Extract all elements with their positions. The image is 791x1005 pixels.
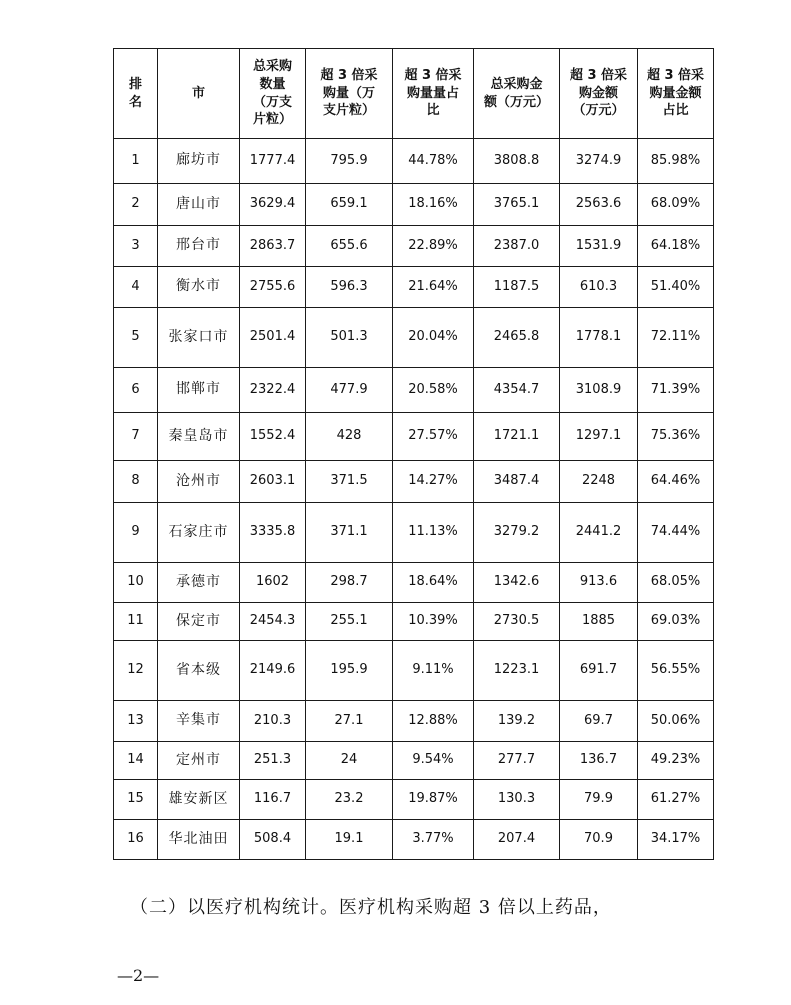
table-row xyxy=(114,308,714,368)
table-cell: 68.05% xyxy=(638,563,714,603)
table-cell: 691.7 xyxy=(560,641,638,701)
table-cell: 1531.9 xyxy=(560,226,638,267)
table-cell: 10 xyxy=(114,563,158,603)
column-header xyxy=(114,49,158,139)
city-cell: 辛集市 xyxy=(158,701,240,742)
city-cell: 石家庄市 xyxy=(158,503,240,563)
table-cell: 2755.6 xyxy=(240,267,306,308)
table-cell: 298.7 xyxy=(306,563,393,603)
table-cell: 130.3 xyxy=(474,780,560,820)
table-cell: 12.88% xyxy=(393,701,474,742)
table-cell: 1885 xyxy=(560,603,638,641)
table-cell: 11 xyxy=(114,603,158,641)
table-cell: 2465.8 xyxy=(474,308,560,368)
table-cell: 116.7 xyxy=(240,780,306,820)
city-cell: 秦皇岛市 xyxy=(158,413,240,461)
table-row xyxy=(114,226,714,267)
table-cell: 16 xyxy=(114,820,158,860)
table-cell: 139.2 xyxy=(474,701,560,742)
table-cell: 13 xyxy=(114,701,158,742)
table-cell: 2248 xyxy=(560,461,638,503)
table-cell: 1777.4 xyxy=(240,139,306,184)
column-header-line: 购量（万 xyxy=(322,85,375,101)
table-cell: 3 xyxy=(114,226,158,267)
table-row xyxy=(114,780,714,820)
table-row xyxy=(114,184,714,226)
city-cell: 华北油田 xyxy=(158,820,240,860)
table-cell: 251.3 xyxy=(240,742,306,780)
column-header xyxy=(393,49,474,139)
table-cell: 659.1 xyxy=(306,184,393,226)
table-cell: 371.5 xyxy=(306,461,393,503)
column-header-line: 购金额 xyxy=(578,85,618,101)
table-cell: 655.6 xyxy=(306,226,393,267)
column-header-line: 超 3 倍采 xyxy=(320,68,378,84)
column-header-line: 名 xyxy=(128,94,142,110)
table-cell: 2730.5 xyxy=(474,603,560,641)
column-header-line: 购量量占 xyxy=(406,85,459,101)
table-row xyxy=(114,603,714,641)
procurement-statistics-table xyxy=(113,48,714,860)
city-cell: 张家口市 xyxy=(158,308,240,368)
table-cell: 51.40% xyxy=(638,267,714,308)
column-header-line: 数量 xyxy=(259,76,286,92)
table-cell: 2454.3 xyxy=(240,603,306,641)
table-cell: 4354.7 xyxy=(474,368,560,413)
city-cell: 唐山市 xyxy=(158,184,240,226)
table-cell: 501.3 xyxy=(306,308,393,368)
table-cell: 477.9 xyxy=(306,368,393,413)
city-cell: 定州市 xyxy=(158,742,240,780)
city-cell: 雄安新区 xyxy=(158,780,240,820)
table-cell: 8 xyxy=(114,461,158,503)
table-cell: 3808.8 xyxy=(474,139,560,184)
page-number: —2— xyxy=(117,966,160,985)
table-row xyxy=(114,641,714,701)
table-cell: 72.11% xyxy=(638,308,714,368)
column-header-line: 占比 xyxy=(662,103,689,119)
table-cell: 74.44% xyxy=(638,503,714,563)
table-cell: 1721.1 xyxy=(474,413,560,461)
table-cell: 596.3 xyxy=(306,267,393,308)
table-cell: 2149.6 xyxy=(240,641,306,701)
table-cell: 27.57% xyxy=(393,413,474,461)
column-header-line: 超 3 倍采 xyxy=(569,68,628,84)
table-cell: 913.6 xyxy=(560,563,638,603)
table-cell: 44.78% xyxy=(393,139,474,184)
table-cell: 3765.1 xyxy=(474,184,560,226)
table-cell: 371.1 xyxy=(306,503,393,563)
column-header-line: 比 xyxy=(426,103,440,119)
table-cell: 2563.6 xyxy=(560,184,638,226)
table-row xyxy=(114,461,714,503)
table-cell: 70.9 xyxy=(560,820,638,860)
column-header xyxy=(638,49,714,139)
table-cell: 1223.1 xyxy=(474,641,560,701)
table-cell: 4 xyxy=(114,267,158,308)
column-header-line: （万元） xyxy=(572,103,625,119)
table-cell: 2501.4 xyxy=(240,308,306,368)
table-cell: 61.27% xyxy=(638,780,714,820)
column-header-line: 片粒） xyxy=(252,112,292,128)
table-cell: 136.7 xyxy=(560,742,638,780)
table-cell: 7 xyxy=(114,413,158,461)
table-cell: 1602 xyxy=(240,563,306,603)
column-header-line: 超 3 倍采 xyxy=(646,68,705,84)
column-header-line: 市 xyxy=(191,85,205,101)
table-cell: 18.64% xyxy=(393,563,474,603)
table-row xyxy=(114,820,714,860)
table-header-row xyxy=(114,49,714,139)
table-cell: 24 xyxy=(306,742,393,780)
table-cell: 2 xyxy=(114,184,158,226)
table-cell: 1342.6 xyxy=(474,563,560,603)
table-cell: 610.3 xyxy=(560,267,638,308)
table-cell: 21.64% xyxy=(393,267,474,308)
table-cell: 255.1 xyxy=(306,603,393,641)
city-cell: 保定市 xyxy=(158,603,240,641)
column-header xyxy=(560,49,638,139)
column-header-line: 支片粒） xyxy=(322,103,375,119)
table-cell: 1778.1 xyxy=(560,308,638,368)
table-cell: 23.2 xyxy=(306,780,393,820)
table-cell: 2387.0 xyxy=(474,226,560,267)
table-cell: 20.04% xyxy=(393,308,474,368)
table-cell: 19.1 xyxy=(306,820,393,860)
column-header-line: （万支 xyxy=(252,94,292,110)
table-cell: 49.23% xyxy=(638,742,714,780)
table-cell: 9.54% xyxy=(393,742,474,780)
table-row xyxy=(114,267,714,308)
table-row xyxy=(114,503,714,563)
table-cell: 5 xyxy=(114,308,158,368)
table-cell: 195.9 xyxy=(306,641,393,701)
table-cell: 79.9 xyxy=(560,780,638,820)
table-cell: 1552.4 xyxy=(240,413,306,461)
table-cell: 428 xyxy=(306,413,393,461)
table-cell: 3487.4 xyxy=(474,461,560,503)
city-cell: 衡水市 xyxy=(158,267,240,308)
table-cell: 277.7 xyxy=(474,742,560,780)
body-paragraph: （二）以医疗机构统计。医疗机构采购超 3 倍以上药品， xyxy=(130,897,612,918)
table-cell: 1297.1 xyxy=(560,413,638,461)
table-row xyxy=(114,742,714,780)
table-cell: 9.11% xyxy=(393,641,474,701)
table-body xyxy=(114,139,714,860)
table-row xyxy=(114,701,714,742)
table-cell: 11.13% xyxy=(393,503,474,563)
table-cell: 64.18% xyxy=(638,226,714,267)
table-cell: 75.36% xyxy=(638,413,714,461)
table-cell: 10.39% xyxy=(393,603,474,641)
table-cell: 85.98% xyxy=(638,139,714,184)
column-header xyxy=(474,49,560,139)
table-cell: 56.55% xyxy=(638,641,714,701)
table-cell: 69.03% xyxy=(638,603,714,641)
table-cell: 14.27% xyxy=(393,461,474,503)
table-row xyxy=(114,563,714,603)
table-cell: 69.7 xyxy=(560,701,638,742)
table-cell: 2441.2 xyxy=(560,503,638,563)
city-cell: 邢台市 xyxy=(158,226,240,267)
table-cell: 19.87% xyxy=(393,780,474,820)
column-header-line: 总采购 xyxy=(252,59,292,75)
table-cell: 50.06% xyxy=(638,701,714,742)
city-cell: 省本级 xyxy=(158,641,240,701)
column-header xyxy=(306,49,393,139)
table-cell: 508.4 xyxy=(240,820,306,860)
column-header-line: 排 xyxy=(128,76,142,92)
table-row xyxy=(114,368,714,413)
column-header-line: 超 3 倍采 xyxy=(404,68,462,84)
table-cell: 1 xyxy=(114,139,158,184)
column-header-line: 总采购金 xyxy=(490,76,543,92)
table-row xyxy=(114,139,714,184)
table-cell: 15 xyxy=(114,780,158,820)
table-cell: 34.17% xyxy=(638,820,714,860)
table-cell: 3629.4 xyxy=(240,184,306,226)
city-cell: 承德市 xyxy=(158,563,240,603)
table-cell: 3.77% xyxy=(393,820,474,860)
column-header xyxy=(158,49,240,139)
table-cell: 68.09% xyxy=(638,184,714,226)
column-header-line: 购量金额 xyxy=(649,85,702,101)
table-cell: 3108.9 xyxy=(560,368,638,413)
table-cell: 3279.2 xyxy=(474,503,560,563)
table-cell: 64.46% xyxy=(638,461,714,503)
table-cell: 6 xyxy=(114,368,158,413)
table-cell: 3274.9 xyxy=(560,139,638,184)
table-cell: 71.39% xyxy=(638,368,714,413)
table-cell: 2322.4 xyxy=(240,368,306,413)
table-row xyxy=(114,413,714,461)
table-cell: 12 xyxy=(114,641,158,701)
table-cell: 3335.8 xyxy=(240,503,306,563)
table-cell: 795.9 xyxy=(306,139,393,184)
column-header xyxy=(240,49,306,139)
table-cell: 14 xyxy=(114,742,158,780)
table-cell: 2863.7 xyxy=(240,226,306,267)
table-cell: 18.16% xyxy=(393,184,474,226)
table-cell: 210.3 xyxy=(240,701,306,742)
city-cell: 沧州市 xyxy=(158,461,240,503)
table-cell: 9 xyxy=(114,503,158,563)
city-cell: 廊坊市 xyxy=(158,139,240,184)
table-cell: 2603.1 xyxy=(240,461,306,503)
column-header-line: 额（万元） xyxy=(483,94,549,110)
table-cell: 20.58% xyxy=(393,368,474,413)
table-cell: 27.1 xyxy=(306,701,393,742)
table-cell: 1187.5 xyxy=(474,267,560,308)
table-cell: 207.4 xyxy=(474,820,560,860)
table-cell: 22.89% xyxy=(393,226,474,267)
city-cell: 邯郸市 xyxy=(158,368,240,413)
